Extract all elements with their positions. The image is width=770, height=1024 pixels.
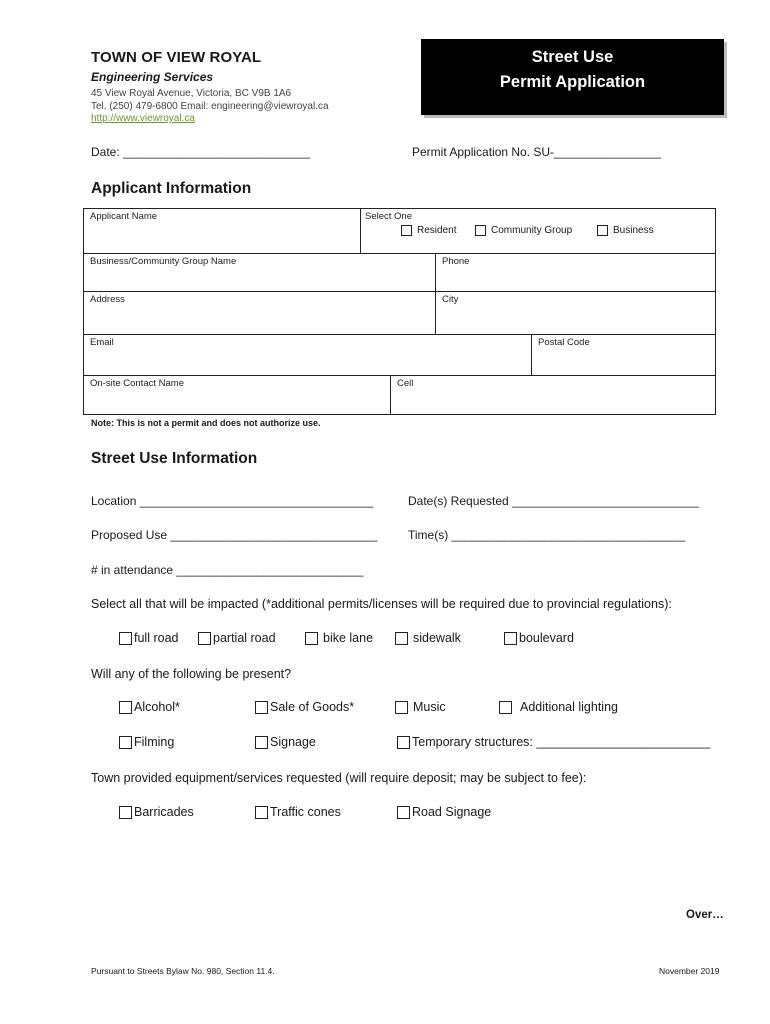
filming-checkbox[interactable] <box>119 736 132 749</box>
date-field[interactable]: Date: ____________________________ <box>91 145 310 159</box>
address-cell[interactable] <box>84 292 436 335</box>
department: Engineering Services <box>91 70 214 84</box>
over-indicator: Over… <box>686 909 724 921</box>
equipment-question: Town provided equipment/services requested (will require deposit; may be subject to fee): <box>91 771 587 785</box>
filming-label: Filming <box>134 735 175 749</box>
full-road-label: full road <box>134 631 179 645</box>
option-business[interactable] <box>597 225 654 236</box>
option-temporary-structures[interactable] <box>397 735 710 749</box>
bike-lane-label: bike lane <box>323 631 374 645</box>
city-cell[interactable] <box>436 292 716 335</box>
select-one-cell <box>361 209 716 254</box>
barricades-checkbox[interactable] <box>119 806 132 819</box>
option-road-signage[interactable] <box>397 805 491 819</box>
option-boulevard[interactable] <box>504 631 574 645</box>
select-one-label: Select One <box>365 211 412 222</box>
form-title-box <box>421 39 724 115</box>
bylaw-reference: Pursuant to Streets Bylaw No. 980, Section 11.4. <box>91 966 275 976</box>
applicant-heading: Applicant Information <box>91 180 252 197</box>
option-full-road[interactable] <box>119 631 178 645</box>
traffic-cones-label: Traffic cones <box>270 805 341 819</box>
option-alcohol[interactable] <box>119 700 180 714</box>
onsite-contact-cell[interactable] <box>84 376 391 414</box>
org-name: TOWN OF VIEW ROYAL <box>91 49 262 66</box>
form-title-line1: Street Use <box>531 48 614 66</box>
sidewalk-checkbox[interactable] <box>395 632 408 645</box>
revision-date: November 2019 <box>659 966 720 976</box>
option-partial-road[interactable] <box>198 631 276 645</box>
bike-lane-checkbox[interactable] <box>305 632 318 645</box>
postal-code-label: Postal Code <box>538 337 590 348</box>
option-sidewalk[interactable] <box>395 631 461 645</box>
business-label: Business <box>613 225 654 236</box>
attendance-field[interactable]: # in attendance ____________________________ <box>91 563 364 577</box>
temporary-structures-checkbox[interactable] <box>397 736 410 749</box>
full-road-checkbox[interactable] <box>119 632 132 645</box>
option-music[interactable] <box>395 700 446 714</box>
road-signage-label: Road Signage <box>412 805 492 819</box>
alcohol-checkbox[interactable] <box>119 701 132 714</box>
option-signage[interactable] <box>255 735 316 749</box>
onsite-contact-label: On-site Contact Name <box>90 378 184 389</box>
city-label: City <box>442 294 459 305</box>
applicant-name-cell[interactable] <box>84 209 361 254</box>
partial-road-label: partial road <box>213 631 276 645</box>
alcohol-label: Alcohol* <box>134 700 180 714</box>
community-group-label: Community Group <box>491 225 573 236</box>
sale-of-goods-label: Sale of Goods* <box>270 700 355 714</box>
barricades-label: Barricades <box>134 805 194 819</box>
option-bike-lane[interactable] <box>305 631 373 645</box>
signage-label: Signage <box>270 735 316 749</box>
business-name-label: Business/Community Group Name <box>90 256 237 267</box>
option-sale-of-goods[interactable] <box>255 700 354 714</box>
cell-label: Cell <box>397 378 414 389</box>
option-community-group[interactable] <box>475 225 572 236</box>
option-barricades[interactable] <box>119 805 194 819</box>
community-group-checkbox[interactable] <box>475 225 486 236</box>
traffic-cones-checkbox[interactable] <box>255 806 268 819</box>
additional-lighting-checkbox[interactable] <box>499 701 512 714</box>
contact-line: Tel. (250) 479-6800 Email: engineering@viewroyal.ca <box>91 101 329 112</box>
signage-checkbox[interactable] <box>255 736 268 749</box>
applicant-name-label: Applicant Name <box>90 211 158 222</box>
business-checkbox[interactable] <box>597 225 608 236</box>
temporary-structures-label: Temporary structures: _________________________ <box>412 735 711 749</box>
website-link[interactable]: http://www.viewroyal.ca <box>91 113 195 124</box>
road-signage-checkbox[interactable] <box>397 806 410 819</box>
boulevard-label: boulevard <box>519 631 574 645</box>
sale-of-goods-checkbox[interactable] <box>255 701 268 714</box>
address-label: Address <box>90 294 125 305</box>
option-filming[interactable] <box>119 735 174 749</box>
proposed-use-field[interactable]: Proposed Use _______________________________ <box>91 528 378 542</box>
location-field[interactable]: Location ___________________________________ <box>91 494 374 508</box>
partial-road-checkbox[interactable] <box>198 632 211 645</box>
dates-requested-field[interactable]: Date(s) Requested ____________________________ <box>408 494 699 508</box>
permit-number-field[interactable]: Permit Application No. SU-________________ <box>412 145 661 159</box>
music-label: Music <box>413 700 446 714</box>
email-cell[interactable] <box>84 335 532 376</box>
sidewalk-label: sidewalk <box>413 631 461 645</box>
address-line: 45 View Royal Avenue, Victoria, BC V9B 1A6 <box>91 88 292 99</box>
option-additional-lighting[interactable] <box>499 700 618 714</box>
applicant-table <box>83 208 716 415</box>
form-title-line2: Permit Application <box>499 73 646 91</box>
boulevard-checkbox[interactable] <box>504 632 517 645</box>
business-name-cell[interactable] <box>84 254 436 292</box>
email-label: Email <box>90 337 114 348</box>
music-checkbox[interactable] <box>395 701 408 714</box>
resident-checkbox[interactable] <box>401 225 412 236</box>
phone-label: Phone <box>442 256 470 267</box>
phone-cell[interactable] <box>436 254 716 292</box>
option-traffic-cones[interactable] <box>255 805 341 819</box>
resident-label: Resident <box>417 225 457 236</box>
permit-note: Note: This is not a permit and does not authorize use. <box>91 418 321 428</box>
impacted-question: Select all that will be impacted (*additional permits/licenses will be required due to provincial regulations): <box>91 597 672 611</box>
option-resident[interactable] <box>401 225 456 236</box>
street-use-heading: Street Use Information <box>91 450 258 467</box>
postal-code-cell[interactable] <box>532 335 716 376</box>
cell-phone-cell[interactable] <box>391 376 716 414</box>
times-field[interactable]: Time(s) ___________________________________ <box>408 528 686 542</box>
present-question: Will any of the following be present? <box>91 667 292 681</box>
additional-lighting-label: Additional lighting <box>520 700 618 714</box>
